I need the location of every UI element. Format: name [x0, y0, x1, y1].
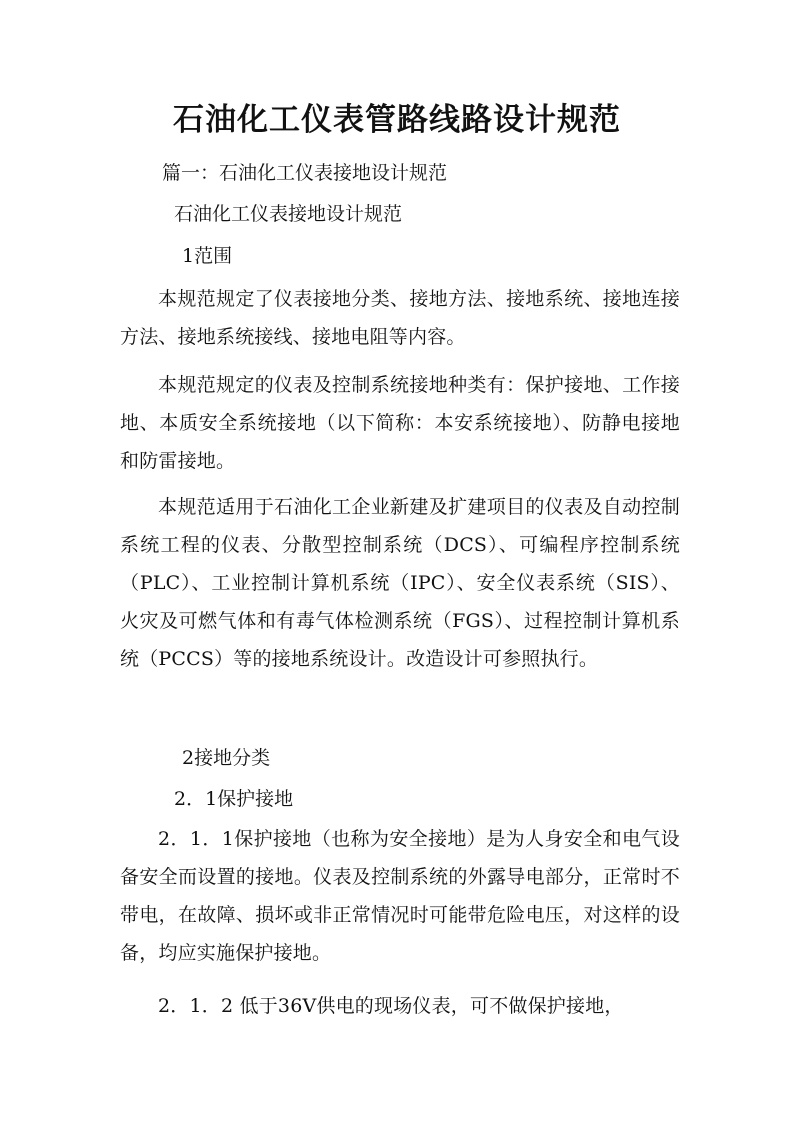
section-2-1-2-paragraph: 2．1．2 低于36V供电的现场仪表，可不做保护接地， [158, 995, 624, 1017]
sub-title: 石油化工仪表接地设计规范 [174, 203, 403, 225]
section-1-paragraph-1: 本规范规定了仪表接地分类、接地方法、接地系统、接地连接方法、接地系统接线、接地电阻等内容。 [120, 288, 680, 348]
chapter-heading: 篇一：石油化工仪表接地设计规范 [162, 162, 448, 184]
section-1-paragraph-2: 本规范规定的仪表及控制系统接地种类有：保护接地、工作接地、本质安全系统接地（以下简称：本安系统接地）、防静电接地和防雷接地。 [120, 374, 680, 472]
document-title: 石油化工仪表管路线路设计规范 [173, 102, 621, 138]
section-2-1-heading: 2．1保护接地 [174, 788, 294, 810]
section-1-heading: 1范围 [182, 245, 233, 267]
section-2-heading: 2接地分类 [182, 747, 271, 769]
section-1-paragraph-3: 本规范适用于石油化工企业新建及扩建项目的仪表及自动控制系统工程的仪表、分散型控制系统（DCS）、可编程序控制系统（PLC）、工业控制计算机系统（IPC）、安全仪表系统（SIS）、火灾及可燃气体和有毒气体检测系统（FGS）、过程控制计算机系统（PCCS）等的接地系统设计。改造设计可参照执行。 [120, 496, 680, 670]
section-2-1-1-paragraph: 2．1．1保护接地（也称为安全接地）是为人身安全和电气设备安全而设置的接地。仪表及控制系统的外露导电部分，正常时不带电，在故障、损坏或非正常情况时可能带危险电压，对这样的设备，均应实施保护接地。 [120, 828, 680, 964]
